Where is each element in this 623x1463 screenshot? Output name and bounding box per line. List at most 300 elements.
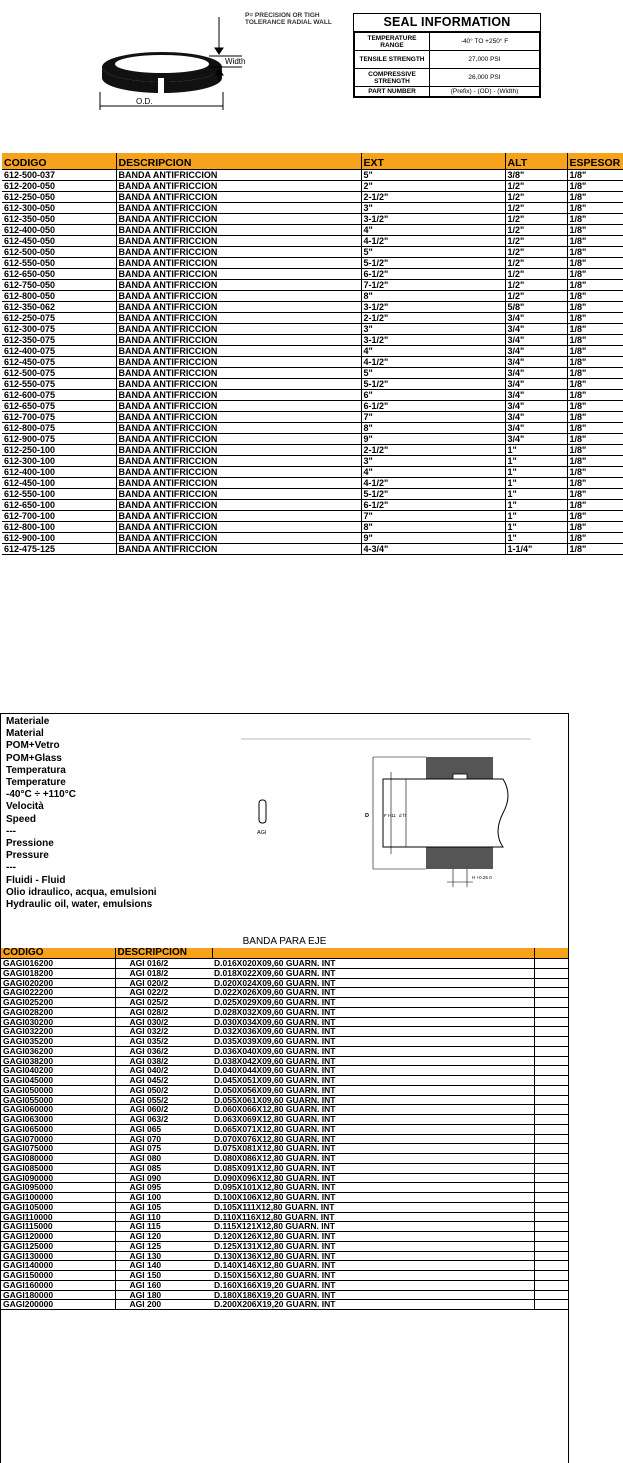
cell-espesor: 1/8" <box>567 203 623 214</box>
cell-espesor: 1/8" <box>567 412 623 423</box>
table-row <box>2 291 623 302</box>
table-row <box>1 1241 568 1251</box>
cell-ext: 2-1/2" <box>361 313 505 324</box>
table-row <box>1 1085 568 1095</box>
cell-ext: 3-1/2" <box>361 214 505 225</box>
cell-codigo: 612-350-062 <box>2 302 116 313</box>
cell-codigo: GAGI110000 <box>1 1212 115 1222</box>
cell-codigo: GAGI105000 <box>1 1202 115 1212</box>
cell-descripcion: BANDA ANTIFRICCION <box>116 478 361 489</box>
cell-codigo: GAGI022200 <box>1 988 115 998</box>
table-row <box>2 170 623 181</box>
cell-ext: 4-1/2" <box>361 357 505 368</box>
cell-dimensions: D.035X039X09,60 GUARN. INT <box>212 1037 534 1047</box>
cell-ext: 8" <box>361 423 505 434</box>
cell-ext: 9" <box>361 434 505 445</box>
table-row <box>1 1017 568 1027</box>
info-line: Hydraulic oil, water, emulsions <box>6 899 153 911</box>
cell-alt: 1/2" <box>505 225 567 236</box>
cell-alt: 1" <box>505 445 567 456</box>
cell-alt: 3/4" <box>505 313 567 324</box>
cell-codigo: GAGI150000 <box>1 1271 115 1281</box>
cell-empty <box>534 1183 568 1193</box>
cell-empty <box>534 1144 568 1154</box>
cell-empty <box>534 1134 568 1144</box>
table-row <box>1 1261 568 1271</box>
table-row <box>2 445 623 456</box>
cell-alt: 1" <box>505 489 567 500</box>
table-row <box>2 269 623 280</box>
cell-espesor: 1/8" <box>567 236 623 247</box>
cell-descripcion: BANDA ANTIFRICCION <box>116 313 361 324</box>
cell-ext: 6-1/2" <box>361 401 505 412</box>
cell-empty <box>534 1241 568 1251</box>
cell-ext: 9" <box>361 533 505 544</box>
cell-codigo: 612-300-050 <box>2 203 116 214</box>
cell-alt: 3/4" <box>505 324 567 335</box>
cell-empty <box>534 1066 568 1076</box>
cell-empty <box>534 1095 568 1105</box>
table-row <box>2 533 623 544</box>
table-row <box>2 225 623 236</box>
cell-espesor: 1/8" <box>567 445 623 456</box>
cell-dimensions: D.125X131X12,80 GUARN. INT <box>212 1241 534 1251</box>
split-ring-icon <box>102 52 222 94</box>
cell-espesor: 1/8" <box>567 247 623 258</box>
table-row <box>1 1212 568 1222</box>
info-line: --- <box>6 862 16 874</box>
table-row <box>1 1290 568 1300</box>
table-row <box>2 401 623 412</box>
cell-codigo: 612-250-100 <box>2 445 116 456</box>
cell-dimensions: D.075X081X12,80 GUARN. INT <box>212 1144 534 1154</box>
cell-descripcion: BANDA ANTIFRICCION <box>116 412 361 423</box>
table-row <box>2 456 623 467</box>
table-row <box>1 1232 568 1242</box>
cell-descripcion: BANDA ANTIFRICCION <box>116 291 361 302</box>
seal-info-key: TEMPERATURE RANGE <box>355 33 430 51</box>
cell-codigo: 612-450-100 <box>2 478 116 489</box>
table-row <box>1 1066 568 1076</box>
cell-espesor: 1/8" <box>567 258 623 269</box>
cell-ext: 8" <box>361 291 505 302</box>
cell-alt: 1/2" <box>505 291 567 302</box>
cell-ext: 4-3/4" <box>361 544 505 555</box>
cell-codigo: 612-550-050 <box>2 258 116 269</box>
seal-info-table <box>354 32 540 97</box>
cell-empty <box>534 998 568 1008</box>
cell-espesor: 1/8" <box>567 500 623 511</box>
cell-alt: 1/2" <box>505 258 567 269</box>
table-row <box>1 1222 568 1232</box>
col-header-empty <box>212 948 534 959</box>
cell-espesor: 1/8" <box>567 390 623 401</box>
cell-codigo: GAGI055000 <box>1 1095 115 1105</box>
dim-h-label: H +0.25 0 <box>472 875 492 880</box>
cell-alt: 1-1/4" <box>505 544 567 555</box>
cell-model: AGI 130 <box>115 1251 212 1261</box>
section-title: BANDA PARA EJE <box>242 936 327 947</box>
table-row <box>2 412 623 423</box>
cell-empty <box>534 968 568 978</box>
cell-codigo: 612-300-100 <box>2 456 116 467</box>
cell-dimensions: D.060X066X12,80 GUARN. INT <box>212 1105 534 1115</box>
agi-seal-figure <box>241 737 531 887</box>
table-row <box>2 280 623 291</box>
cell-espesor: 1/8" <box>567 478 623 489</box>
cell-alt: 1/2" <box>505 181 567 192</box>
seal-info-key: PART NUMBER <box>355 87 430 97</box>
cell-espesor: 1/8" <box>567 368 623 379</box>
cell-espesor: 1/8" <box>567 269 623 280</box>
cell-espesor: 1/8" <box>567 423 623 434</box>
table-row <box>1 1124 568 1134</box>
cell-descripcion: BANDA ANTIFRICCION <box>116 423 361 434</box>
cell-ext: 3" <box>361 456 505 467</box>
width-label: Width <box>225 57 246 66</box>
cell-alt: 3/8" <box>505 170 567 181</box>
cell-descripcion: BANDA ANTIFRICCION <box>116 258 361 269</box>
cell-codigo: GAGI050000 <box>1 1085 115 1095</box>
col-header-codigo: CODIGO <box>2 153 116 170</box>
cell-codigo: GAGI070000 <box>1 1134 115 1144</box>
cell-dimensions: D.200X206X19,20 GUARN. INT <box>212 1300 534 1310</box>
cell-codigo: 612-600-075 <box>2 390 116 401</box>
cell-descripcion: BANDA ANTIFRICCION <box>116 544 361 555</box>
cell-codigo: GAGI140000 <box>1 1261 115 1271</box>
table-row <box>2 346 623 357</box>
cell-empty <box>534 1056 568 1066</box>
table-row <box>2 302 623 313</box>
table-row <box>1 1037 568 1047</box>
cell-espesor: 1/8" <box>567 192 623 203</box>
cell-codigo: 612-650-075 <box>2 401 116 412</box>
cell-ext: 5-1/2" <box>361 489 505 500</box>
table-row <box>2 522 623 533</box>
cell-model: AGI 080 <box>115 1154 212 1164</box>
cell-ext: 6" <box>361 390 505 401</box>
agi-profile-icon <box>259 800 266 823</box>
cell-espesor: 1/8" <box>567 335 623 346</box>
cell-descripcion: BANDA ANTIFRICCION <box>116 236 361 247</box>
cell-descripcion: BANDA ANTIFRICCION <box>116 203 361 214</box>
cell-dimensions: D.045X051X09,60 GUARN. INT <box>212 1076 534 1086</box>
cell-ext: 7" <box>361 511 505 522</box>
cell-codigo: 612-650-100 <box>2 500 116 511</box>
table-row <box>1 998 568 1008</box>
cell-dimensions: D.090X096X12,80 GUARN. INT <box>212 1173 534 1183</box>
cell-empty <box>534 1232 568 1242</box>
cell-descripcion: BANDA ANTIFRICCION <box>116 511 361 522</box>
cell-codigo: 612-650-050 <box>2 269 116 280</box>
cell-empty <box>534 1163 568 1173</box>
cell-alt: 1/2" <box>505 203 567 214</box>
cell-alt: 5/8" <box>505 302 567 313</box>
cell-descripcion: BANDA ANTIFRICCION <box>116 401 361 412</box>
cell-descripcion: BANDA ANTIFRICCION <box>116 269 361 280</box>
cell-codigo: GAGI085000 <box>1 1163 115 1173</box>
cell-codigo: GAGI040200 <box>1 1066 115 1076</box>
cell-descripcion: BANDA ANTIFRICCION <box>116 445 361 456</box>
seal-info-value: 26,000 PSI <box>430 69 540 87</box>
cell-codigo: 612-700-100 <box>2 511 116 522</box>
cell-empty <box>534 1261 568 1271</box>
cell-espesor: 1/8" <box>567 324 623 335</box>
table-row <box>2 434 623 445</box>
col-header-codigo: CODIGO <box>1 948 115 959</box>
cell-alt: 1/2" <box>505 214 567 225</box>
cell-codigo: GAGI032200 <box>1 1027 115 1037</box>
dim-d-label: D <box>365 813 369 819</box>
cell-alt: 1" <box>505 533 567 544</box>
agi-section <box>0 713 569 1463</box>
material-info <box>6 716 157 911</box>
cell-espesor: 1/8" <box>567 456 623 467</box>
col-header-ext: EXT <box>361 153 505 170</box>
cell-empty <box>534 988 568 998</box>
cell-model: AGI 028/2 <box>115 1007 212 1017</box>
cell-codigo: GAGI130000 <box>1 1251 115 1261</box>
cell-descripcion: BANDA ANTIFRICCION <box>116 368 361 379</box>
cell-empty <box>534 959 568 969</box>
cell-espesor: 1/8" <box>567 401 623 412</box>
cell-codigo: 612-550-100 <box>2 489 116 500</box>
table-row <box>1 968 568 978</box>
cell-dimensions: D.032X036X09,60 GUARN. INT <box>212 1027 534 1037</box>
cell-empty <box>534 1154 568 1164</box>
cell-ext: 4" <box>361 225 505 236</box>
cell-descripcion: BANDA ANTIFRICCION <box>116 214 361 225</box>
cell-model: AGI 038/2 <box>115 1056 212 1066</box>
cell-model: AGI 100 <box>115 1193 212 1203</box>
info-line: POM+Glass <box>6 752 62 764</box>
table-row <box>2 368 623 379</box>
cell-codigo: GAGI160000 <box>1 1280 115 1290</box>
cell-dimensions: D.022X026X09,60 GUARN. INT <box>212 988 534 998</box>
cell-codigo: GAGI060000 <box>1 1105 115 1115</box>
info-line: Temperature <box>6 777 66 789</box>
cell-dimensions: D.028X032X09,60 GUARN. INT <box>212 1007 534 1017</box>
seal-info-box <box>353 13 541 98</box>
table-row <box>1 978 568 988</box>
cell-empty <box>534 1222 568 1232</box>
cell-empty <box>534 1300 568 1310</box>
table-header-row <box>1 948 568 959</box>
cell-descripcion: BANDA ANTIFRICCION <box>116 181 361 192</box>
cell-ext: 4-1/2" <box>361 236 505 247</box>
table-row <box>1 1056 568 1066</box>
cell-dimensions: D.140X146X12,80 GUARN. INT <box>212 1261 534 1271</box>
seal-info-row <box>355 51 540 69</box>
cell-descripcion: BANDA ANTIFRICCION <box>116 346 361 357</box>
table-row <box>1 1271 568 1281</box>
cell-empty <box>534 1076 568 1086</box>
cell-dimensions: D.025X029X09,60 GUARN. INT <box>212 998 534 1008</box>
info-line: --- <box>6 825 16 837</box>
cell-codigo: 612-800-075 <box>2 423 116 434</box>
col-header-espesor: ESPESOR <box>567 153 623 170</box>
cell-ext: 7-1/2" <box>361 280 505 291</box>
cell-dimensions: D.070X076X12,80 GUARN. INT <box>212 1134 534 1144</box>
cell-ext: 8" <box>361 522 505 533</box>
table-row <box>2 324 623 335</box>
table-row <box>1 1251 568 1261</box>
table-row <box>1 1163 568 1173</box>
table-row <box>2 379 623 390</box>
dim-f-label: F H11 <box>384 813 396 818</box>
table-row <box>2 500 623 511</box>
cell-model: AGI 040/2 <box>115 1066 212 1076</box>
info-line: Speed <box>6 813 37 825</box>
cell-codigo: GAGI020200 <box>1 978 115 988</box>
cell-empty <box>534 1124 568 1134</box>
cell-codigo: GAGI063000 <box>1 1115 115 1125</box>
cell-espesor: 1/8" <box>567 379 623 390</box>
table-row <box>2 335 623 346</box>
cell-codigo: GAGI115000 <box>1 1222 115 1232</box>
cell-ext: 2" <box>361 181 505 192</box>
agi-profile-label: AGI <box>257 830 267 836</box>
table-row <box>2 478 623 489</box>
cell-codigo: 612-800-100 <box>2 522 116 533</box>
cell-descripcion: BANDA ANTIFRICCION <box>116 379 361 390</box>
cell-descripcion: BANDA ANTIFRICCION <box>116 500 361 511</box>
cell-model: AGI 050/2 <box>115 1085 212 1095</box>
info-line: Temperatura <box>6 764 66 776</box>
info-line: Material <box>6 728 44 740</box>
cell-model: AGI 110 <box>115 1212 212 1222</box>
cell-alt: 1/2" <box>505 280 567 291</box>
cell-descripcion: BANDA ANTIFRICCION <box>116 302 361 313</box>
cell-codigo: 612-350-050 <box>2 214 116 225</box>
table-header-row <box>2 153 623 170</box>
cell-model: AGI 030/2 <box>115 1017 212 1027</box>
cell-alt: 3/4" <box>505 368 567 379</box>
cell-empty <box>534 1037 568 1047</box>
table-row <box>1 1144 568 1154</box>
info-line: Fluidi - Fluid <box>6 874 66 886</box>
table-row <box>2 313 623 324</box>
cell-descripcion: BANDA ANTIFRICCION <box>116 434 361 445</box>
table-row <box>1 988 568 998</box>
cell-descripcion: BANDA ANTIFRICCION <box>116 225 361 236</box>
cell-model: AGI 060/2 <box>115 1105 212 1115</box>
cell-empty <box>534 1085 568 1095</box>
cell-dimensions: D.160X166X19,20 GUARN. INT <box>212 1280 534 1290</box>
cell-dimensions: D.050X056X09,60 GUARN. INT <box>212 1085 534 1095</box>
table-row <box>1 959 568 969</box>
cell-dimensions: D.085X091X12,80 GUARN. INT <box>212 1163 534 1173</box>
info-line: Materiale <box>6 716 50 727</box>
table-row <box>1 1300 568 1310</box>
cell-empty <box>534 1193 568 1203</box>
cell-descripcion: BANDA ANTIFRICCION <box>116 390 361 401</box>
table-row <box>2 192 623 203</box>
cell-ext: 6-1/2" <box>361 500 505 511</box>
cell-espesor: 1/8" <box>567 225 623 236</box>
cell-model: AGI 020/2 <box>115 978 212 988</box>
cell-dimensions: D.038X042X09,60 GUARN. INT <box>212 1056 534 1066</box>
col-header-empty <box>534 948 568 959</box>
cell-dimensions: D.105X111X12,80 GUARN. INT <box>212 1202 534 1212</box>
cell-dimensions: D.120X126X12,80 GUARN. INT <box>212 1232 534 1242</box>
cell-empty <box>534 1115 568 1125</box>
cell-alt: 3/4" <box>505 390 567 401</box>
cell-codigo: 612-450-050 <box>2 236 116 247</box>
cell-dimensions: D.063X069X12,80 GUARN. INT <box>212 1115 534 1125</box>
cell-ext: 6-1/2" <box>361 269 505 280</box>
cell-alt: 3/4" <box>505 335 567 346</box>
cell-ext: 3-1/2" <box>361 302 505 313</box>
table-row <box>2 181 623 192</box>
table-row <box>1 1076 568 1086</box>
cell-alt: 1" <box>505 511 567 522</box>
table-row <box>1 1173 568 1183</box>
table-row <box>2 247 623 258</box>
seal-info-value: (Prefix) - (OD) - (Width) <box>430 87 540 97</box>
cell-ext: 3" <box>361 324 505 335</box>
bandas-table <box>2 153 623 555</box>
table-row <box>2 511 623 522</box>
cell-empty <box>534 1202 568 1212</box>
cell-codigo: GAGI075000 <box>1 1144 115 1154</box>
table-row <box>2 214 623 225</box>
cell-descripcion: BANDA ANTIFRICCION <box>116 522 361 533</box>
cell-ext: 5" <box>361 247 505 258</box>
cell-empty <box>534 1212 568 1222</box>
table-row <box>2 236 623 247</box>
cell-descripcion: BANDA ANTIFRICCION <box>116 247 361 258</box>
cell-alt: 3/4" <box>505 412 567 423</box>
cell-descripcion: BANDA ANTIFRICCION <box>116 357 361 368</box>
cell-codigo: 612-250-050 <box>2 192 116 203</box>
table-row <box>1 1154 568 1164</box>
cell-ext: 3" <box>361 203 505 214</box>
cell-model: AGI 022/2 <box>115 988 212 998</box>
seal-info-row <box>355 33 540 51</box>
cell-codigo: GAGI200000 <box>1 1300 115 1310</box>
cell-dimensions: D.130X136X12,80 GUARN. INT <box>212 1251 534 1261</box>
cell-dimensions: D.095X101X12,80 GUARN. INT <box>212 1183 534 1193</box>
cell-espesor: 1/8" <box>567 357 623 368</box>
col-header-descripcion: DESCRIPCION <box>115 948 212 959</box>
od-label: O.D. <box>136 97 153 106</box>
cell-empty <box>534 978 568 988</box>
cell-codigo: 612-350-075 <box>2 335 116 346</box>
cell-descripcion: BANDA ANTIFRICCION <box>116 280 361 291</box>
table-row <box>2 357 623 368</box>
cell-ext: 4" <box>361 346 505 357</box>
cell-ext: 2-1/2" <box>361 192 505 203</box>
cell-dimensions: D.020X024X09,60 GUARN. INT <box>212 978 534 988</box>
cell-model: AGI 085 <box>115 1163 212 1173</box>
cell-empty <box>534 1271 568 1281</box>
cell-codigo: GAGI030200 <box>1 1017 115 1027</box>
cell-codigo: GAGI125000 <box>1 1241 115 1251</box>
col-header-alt: ALT <box>505 153 567 170</box>
cell-dimensions: D.018X022X09,60 GUARN. INT <box>212 968 534 978</box>
cell-codigo: 612-400-100 <box>2 467 116 478</box>
cell-alt: 1" <box>505 522 567 533</box>
cell-model: AGI 180 <box>115 1290 212 1300</box>
info-line: -40°C ÷ +110°C <box>6 789 76 801</box>
seal-info-value: -40° TO +250° F <box>430 33 540 51</box>
table-row <box>1 1007 568 1017</box>
cell-codigo: 612-500-075 <box>2 368 116 379</box>
cell-model: AGI 016/2 <box>115 959 212 969</box>
cell-codigo: GAGI018200 <box>1 968 115 978</box>
cell-espesor: 1/8" <box>567 313 623 324</box>
